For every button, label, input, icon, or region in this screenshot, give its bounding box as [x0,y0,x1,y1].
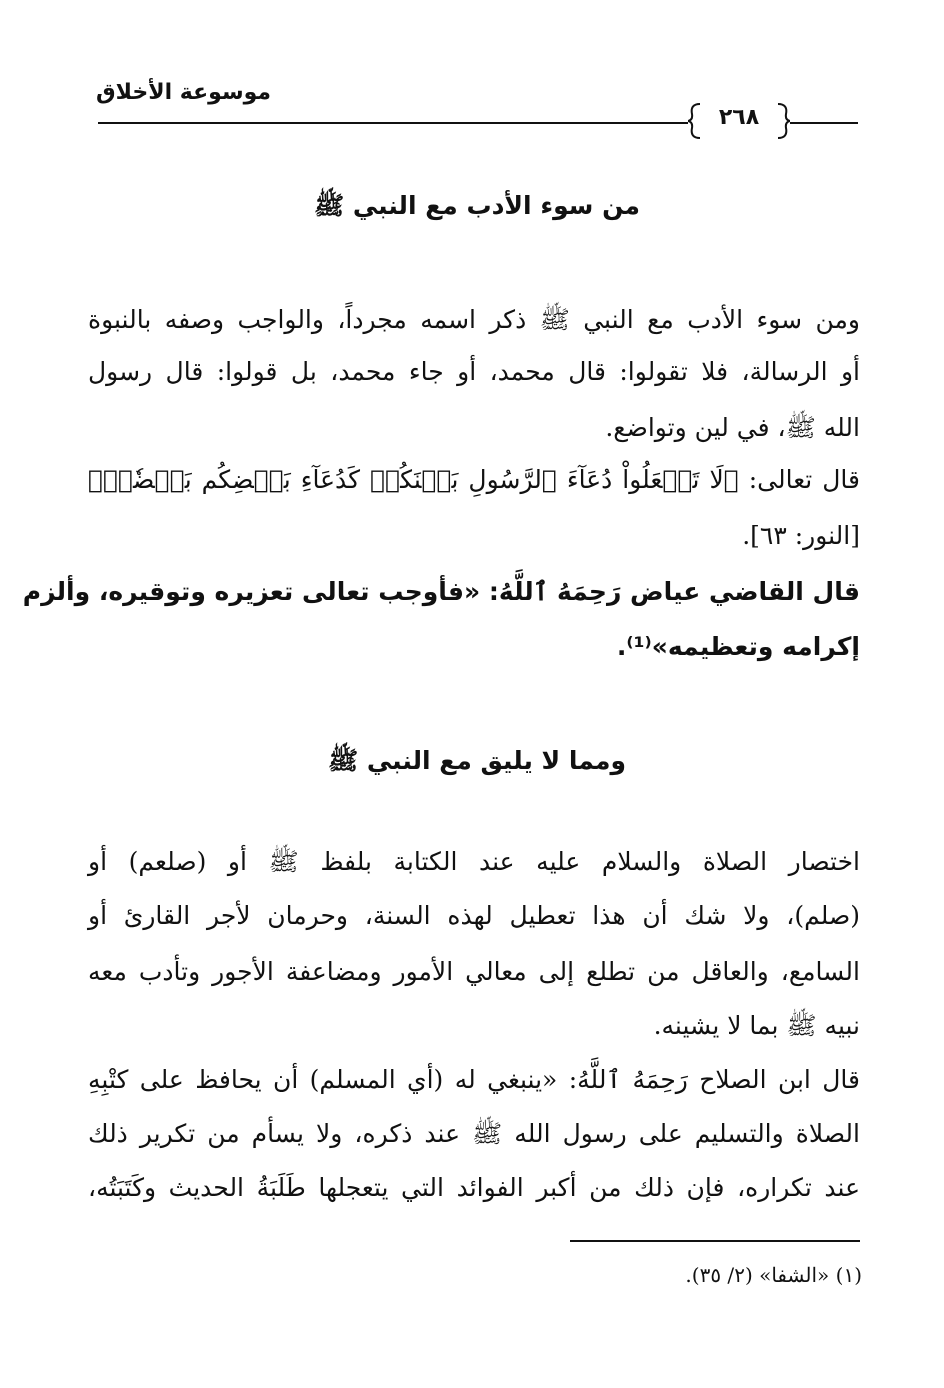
quote-line: إكرامه وتعظيمه»⁽¹⁾. [616,632,860,661]
section-heading-2: ومما لا يليق مع النبي ﷺ [327,746,627,775]
paragraph-line: أو الرسالة، فلا تقولوا: قال محمد، أو جاء محمد، بل قولوا: قال رسول [88,357,860,386]
footnote-rule [570,1240,860,1242]
quote-line: الصلاة والتسليم على رسول الله ﷺ عند ذكره، ولا يسأم من تكرير ذلك [88,1119,860,1148]
paragraph-line: نبيه ﷺ بما لا يشينه. [653,1011,860,1040]
header-rule-left [98,122,688,124]
verse-reference: [النور: ٦٣]. [742,521,860,550]
quote-line: قال القاضي عياض رَحِمَهُ ٱللَّهُ: «فأوجب تعالى تعزيره وتوقيره، وألزم [22,577,860,606]
footnote: (١) «الشفا» (٢/ ٣٥). [685,1263,862,1287]
page-number-frame [688,100,790,142]
paragraph-line: اختصار الصلاة والسلام عليه عند الكتابة بلفظ ﷺ أو (صلعم) أو [88,847,861,876]
paragraph-line: ومن سوء الأدب مع النبي ﷺ ذكر اسمه مجرداً، والواجب وصفه بالنبوة [88,305,860,334]
header-rule-right [790,122,858,124]
quote-line: قال ابن الصلاح رَحِمَهُ ٱللَّهُ: «ينبغي له (أي المسلم) أن يحافظ على كتْبِهِ [88,1065,860,1094]
paragraph-line: الله ﷺ، في لين وتواضع. [605,413,860,442]
paragraph-line: السامع، والعاقل من تطلع إلى معالي الأمور ومضاعفة الأجور وتأدب معه [88,957,860,986]
section-heading-1: من سوء الأدب مع النبي ﷺ [313,191,641,220]
quote-line: عند تكراره، فإن ذلك من أكبر الفوائد التي يتعجلها طَلَبَةُ الحديث وكَتَبَتُه، [88,1173,860,1202]
page-number: ٢٦٨ [718,105,760,130]
paragraph-line: (صلم)، ولا شك أن هذا تعطيل لهذه السنة، وحرمان لأجر القارئ أو [88,901,860,930]
book-title: موسوعة الأخلاق [96,80,272,105]
quran-verse: قال تعالى: ﴿لَا تَجۡعَلُواْ دُعَآءَ ٱلرَّسُولِ بَيۡنَكُمۡ كَدُعَآءِ بَعۡضِكُم بَعۡضٗاۚ﴾ [88,465,860,494]
